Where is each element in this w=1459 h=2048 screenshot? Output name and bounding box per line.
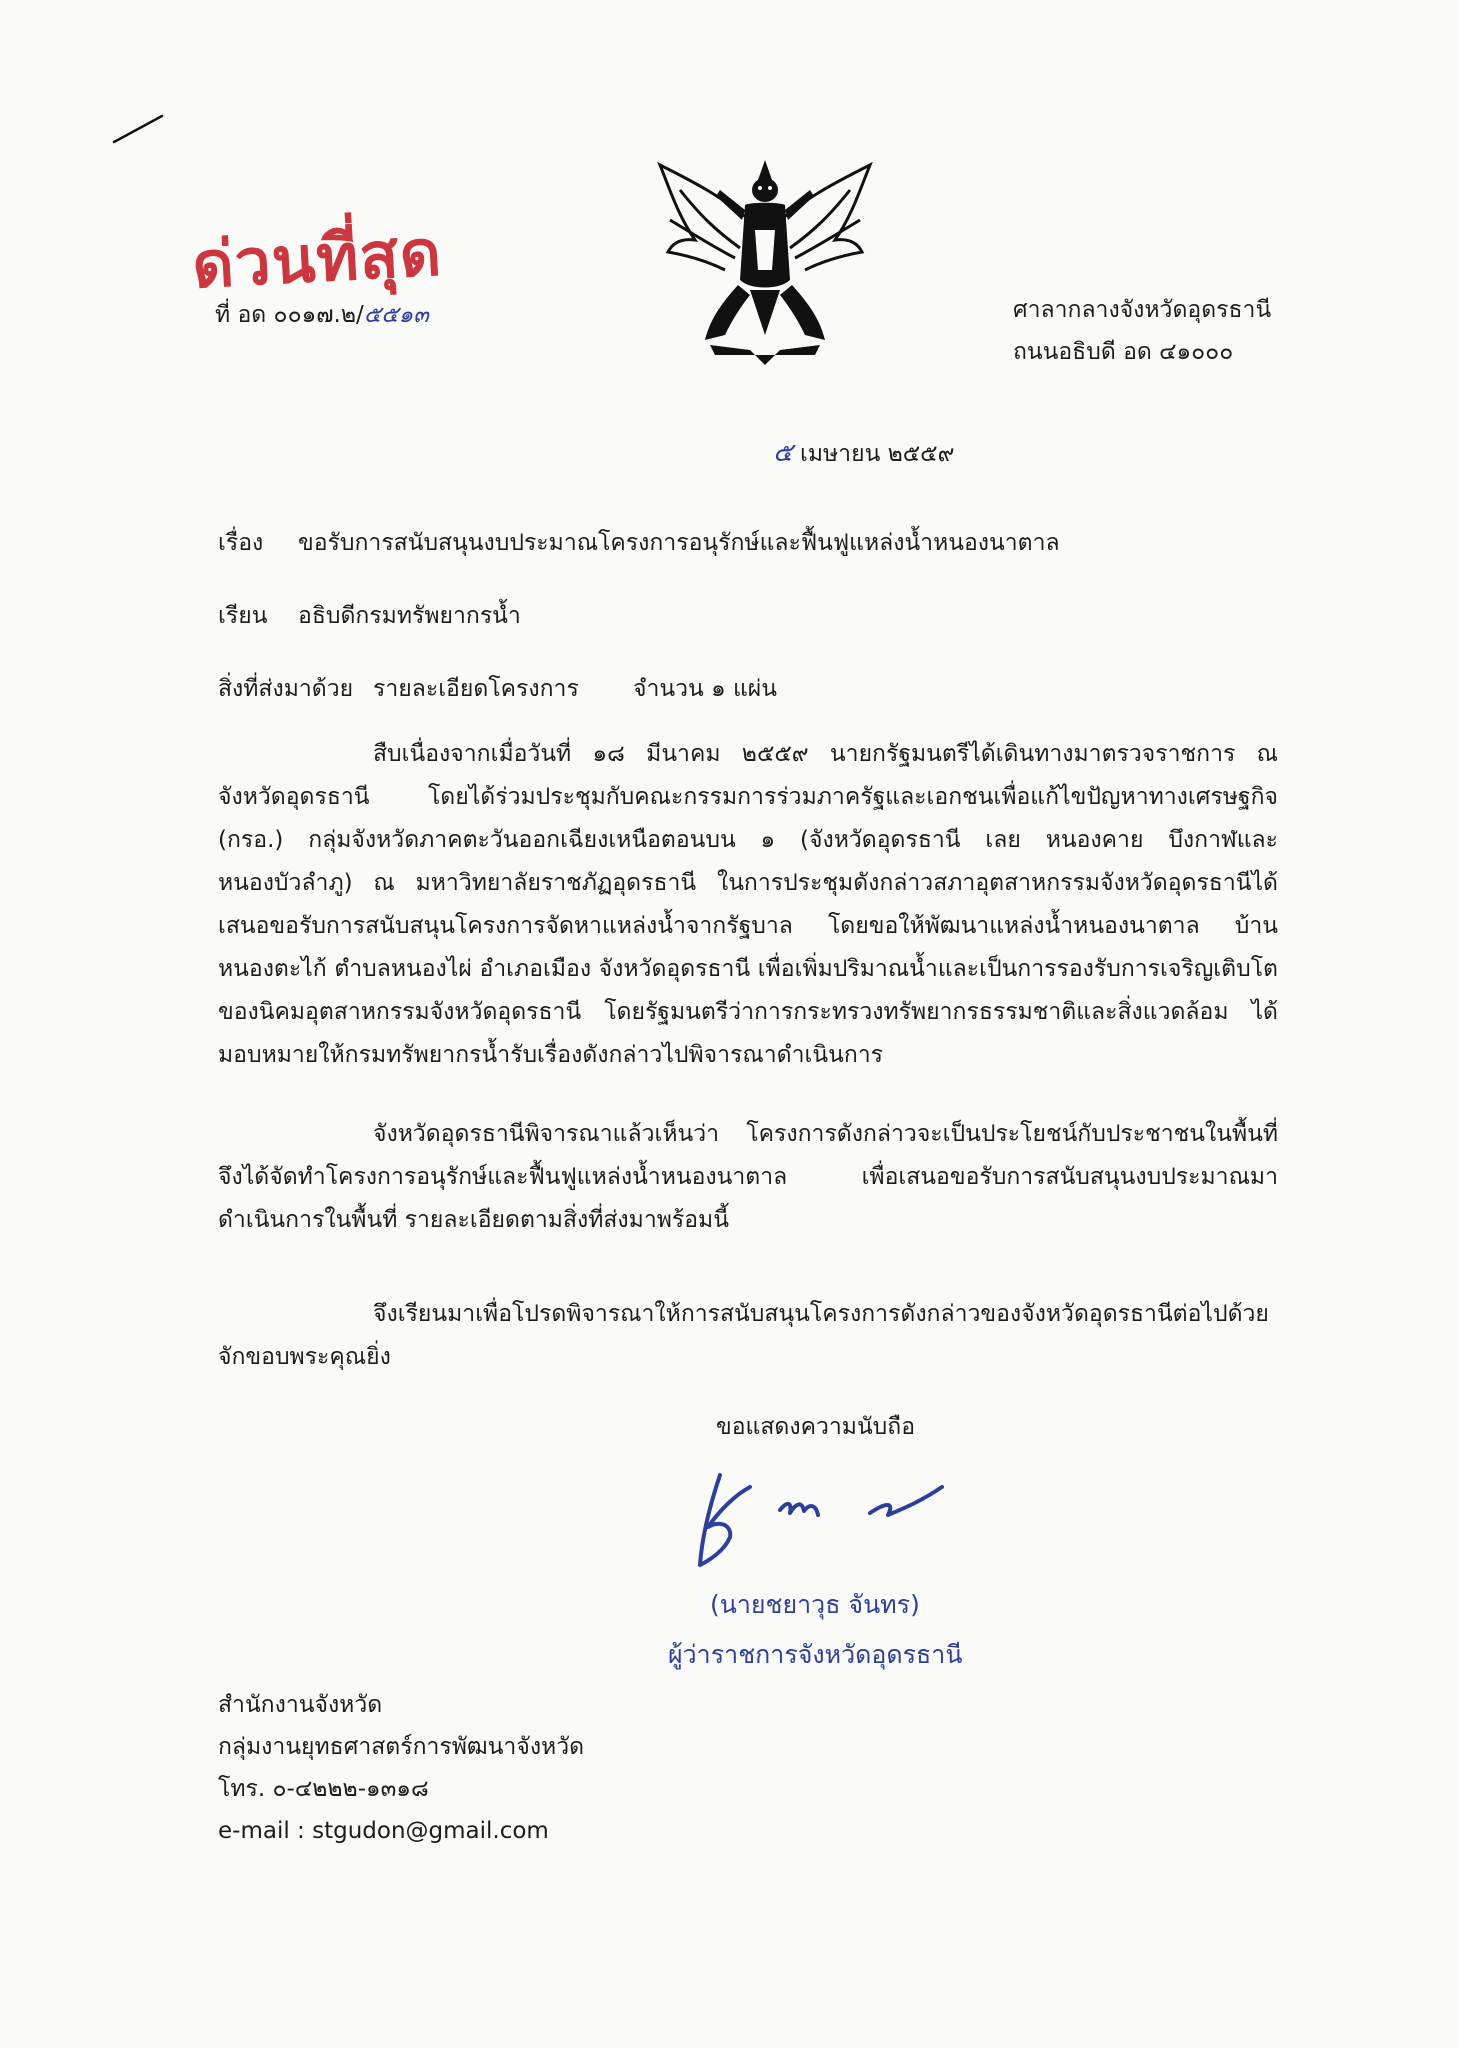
closing-phrase: ขอแสดงความนับถือ xyxy=(716,1414,916,1440)
body-paragraph-2: จังหวัดอุดรธานีพิจารณาแล้วเห็นว่า โครงการดังกล่าวจะเป็นประโยชน์กับประชาชนในพื้นที่ จึงได้จัดทำโครงการอนุรักษ์และฟื้นฟูแหล่งน้ำหนองนาตาล เพื่อเสนอขอรับการสนับสนุนงบประมาณมาดำเนินการในพื้นที่ รายละเอียดตามสิ่งที่ส่งมาพร้อมนี้ xyxy=(218,1121,1278,1233)
contact-office: สำนักงานจังหวัด xyxy=(218,1692,383,1718)
contact-division: กลุ่มงานยุทธศาสตร์การพัฒนาจังหวัด xyxy=(218,1734,585,1760)
date-month-year: เมษายน ๒๕๕๙ xyxy=(800,441,955,467)
pen-mark xyxy=(110,108,170,148)
document-number xyxy=(215,300,429,330)
body-paragraph-1: สืบเนื่องจากเมื่อวันที่ ๑๘ มีนาคม ๒๕๕๙ นายกรัฐมนตรีได้เดินทางมาตรวจราชการ ณ จังหวัดอุดรธานี โดยได้ร่วมประชุมกับคณะกรรมการร่วมภาครัฐและเอกชนเพื่อแก้ไขปัญหาทางเศรษฐกิจ (กรอ.) กลุ่มจังหวัดภาคตะวันออกเฉียงเหนือตอนบน ๑ (จังหวัดอุดรธานี เลย หนองคาย บึงกาฬและหนองบัวลำภู) ณ มหาวิทยาลัยราชภัฏอุดรธานี ในการประชุมดังกล่าวสภาอุตสาหกรรมจังหวัดอุดรธานีได้เสนอขอรับการสนับสนุนโครงการจัดหาแหล่งน้ำจากรัฐบาล โดยขอให้พัฒนาแหล่งน้ำหนองนาตาล บ้านหนองตะไก้ ตำบลหนองไผ่ อำเภอเมือง จังหวัดอุดรธานี เพื่อเพิ่มปริมาณน้ำและเป็นการรองรับการเจริญเติบโตของนิคมอุตสาหกรรมจังหวัดอุดรธานี โดยรัฐมนตรีว่าการกระทรวงทรัพยากรธรรมชาติและสิ่งแวดล้อม ได้มอบหมายให้กรมทรัพยากรน้ำรับเรื่องดังกล่าวไปพิจารณาดำเนินการ xyxy=(218,741,1278,1068)
enclosure-line xyxy=(218,674,777,704)
enclosure-label: สิ่งที่ส่งมาด้วย xyxy=(218,676,354,702)
enclosure-item: รายละเอียดโครงการ xyxy=(373,676,579,702)
subject-text: ขอรับการสนับสนุนงบประมาณโครงการอนุรักษ์และฟื้นฟูแหล่งน้ำหนองนาตาล xyxy=(298,530,1060,556)
contact-email: e-mail : stgudon@gmail.com xyxy=(218,1818,549,1844)
signatory-name: (นายชยาวุธ จันทร) xyxy=(710,1590,920,1619)
urgency-stamp: ด่วนที่สุด xyxy=(190,215,444,304)
contact-phone: โทร. ๐-๔๒๒๒-๑๓๑๘ xyxy=(218,1776,429,1802)
issuer-address-line1: ศาลากลางจังหวัดอุดรธานี xyxy=(1013,297,1272,323)
recipient-line xyxy=(218,601,521,631)
recipient-label: เรียน xyxy=(218,603,268,629)
issuer-address-line2: ถนนอธิบดี อด ๔๑๐๐๐ xyxy=(1013,339,1234,365)
garuda-emblem xyxy=(650,160,880,365)
subject-label: เรื่อง xyxy=(218,530,264,556)
handwritten-signature xyxy=(680,1465,960,1575)
document-number-handwritten: ๕๕๑๓ xyxy=(363,302,429,328)
enclosure-quantity: จำนวน ๑ แผ่น xyxy=(633,676,777,702)
body-paragraph-3: จึงเรียนมาเพื่อโปรดพิจารณาให้การสนับสนุนโครงการดังกล่าวของจังหวัดอุดรธานีต่อไปด้วย จักขอบพระคุณยิ่ง xyxy=(218,1301,1269,1370)
date-day-handwritten: ๕ xyxy=(773,438,793,468)
document-number-prefix: ที่ อด ๐๐๑๗.๒/ xyxy=(215,302,364,328)
signatory-position: ผู้ว่าราชการจังหวัดอุดรธานี xyxy=(668,1640,963,1669)
letter-date xyxy=(773,438,954,469)
subject-line xyxy=(218,528,1060,558)
recipient-text: อธิบดีกรมทรัพยากรน้ำ xyxy=(298,603,521,629)
